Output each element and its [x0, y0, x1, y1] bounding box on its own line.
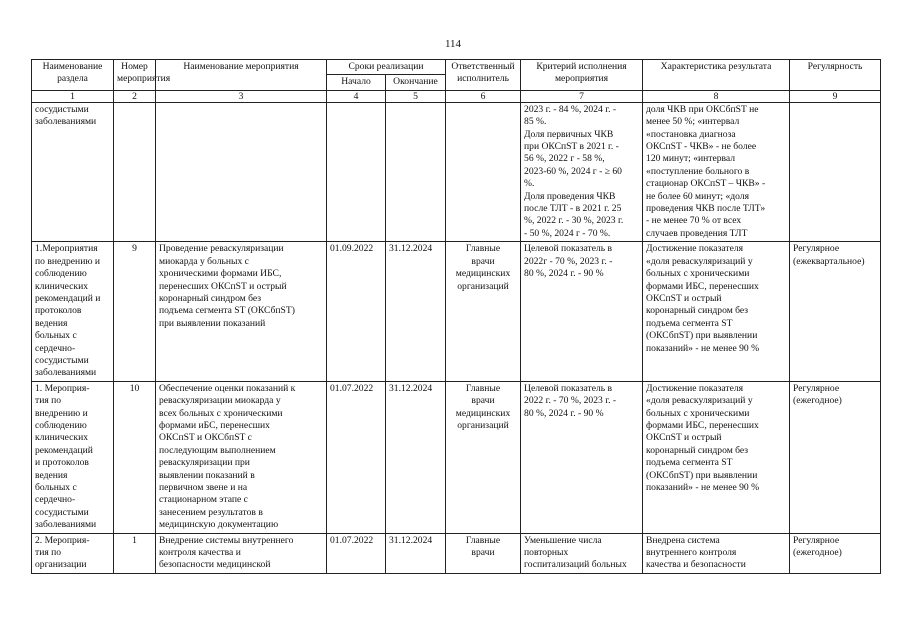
table-row [32, 102, 881, 241]
cell-measure [156, 102, 327, 241]
column-number: 5 [386, 90, 446, 102]
cell-criterion [521, 242, 643, 381]
cell-line: врачи [471, 547, 495, 559]
cell-line: - 50 %, 2024 г - 70 %. [524, 227, 611, 239]
table-row [32, 381, 881, 533]
cell-criterion [521, 102, 643, 241]
cell-line: Внедрение системы внутреннего [159, 534, 294, 546]
cell-line: повторных [524, 547, 569, 559]
cell-line: всех больных с хроническими [159, 407, 283, 419]
cell-line: формами иБС, перенесших [159, 419, 270, 431]
column-number: 1 [32, 90, 114, 102]
cell-line: коронарный синдром без [646, 305, 749, 317]
cell-line: (ежегодное) [793, 547, 842, 559]
cell-line: «доля реваскуляризаций у [646, 395, 753, 407]
column-number-row [32, 90, 881, 102]
cell-line: 2022г - 70 %, 2023 г. - [524, 255, 613, 267]
cell-result [643, 102, 790, 241]
cell-line: Регулярное [793, 382, 840, 394]
cell-line: занесением результатов в [159, 506, 263, 518]
cell-line: менее 50 %; «интервал [646, 116, 740, 128]
cell-line: Главные [465, 382, 501, 394]
cell-line: ОКСпST - ЧКВ» - не более [646, 141, 757, 153]
cell-line: 56 %, 2022 г - 58 %, [524, 153, 605, 165]
measures-table [31, 59, 881, 574]
cell-line: медицинских [455, 268, 511, 280]
column-number: 2 [114, 90, 156, 102]
cell-line: заболеваниями [35, 116, 97, 128]
cell-regularity [790, 533, 881, 573]
cell-line: 2023 г. - 84 %, 2024 г. - [524, 103, 617, 115]
cell-measure [156, 242, 327, 381]
cell-line: стационарном этапе с [159, 494, 248, 506]
cell-line: после ТЛТ - в 2021 г. 25 [524, 203, 622, 215]
cell-result [643, 533, 790, 573]
cell-start: 01.07.2022 [327, 533, 386, 573]
cell-section [32, 533, 114, 573]
cell-number: 10 [114, 381, 156, 533]
cell-measure [156, 381, 327, 533]
cell-line: Целевой показатель в [524, 243, 613, 255]
cell-line: больных с [35, 330, 77, 342]
cell-line: организации [35, 559, 87, 571]
header-deadlines: Сроки реализации [327, 60, 446, 75]
cell-line: хроническими формами ИБС, [159, 268, 282, 280]
cell-line: «постановка диагноза [646, 128, 736, 140]
cell-line: по внедрению и [35, 255, 101, 267]
cell-start: 01.09.2022 [327, 242, 386, 381]
cell-line: медицинских [455, 407, 511, 419]
cell-line: показаний» - не менее 90 % [646, 342, 760, 354]
table-body [32, 102, 881, 573]
cell-line: тия по [35, 547, 62, 559]
cell-section [32, 381, 114, 533]
cell-line: проведения ЧКВ после ТЛТ» [646, 203, 766, 215]
cell-line: сосудистыми [35, 103, 89, 115]
cell-line: 1. Мероприя- [35, 382, 90, 394]
cell-line: сердечно- [35, 342, 76, 354]
cell-line: 85 %. [524, 116, 547, 128]
cell-number [114, 102, 156, 241]
cell-line: больных с [35, 482, 77, 493]
cell-line: %. [524, 178, 535, 190]
cell-line: первичном звене и на [159, 482, 248, 493]
cell-line: 1.Мероприятия [35, 243, 98, 255]
cell-line: сердечно- [35, 494, 76, 506]
cell-line: медицинскую документацию [159, 519, 279, 531]
header-start: Начало [327, 75, 386, 90]
cell-line: (ОКСбпST) при выявлении [646, 469, 758, 481]
cell-line: «поступление больного в [646, 165, 750, 177]
cell-line: сосудистыми [35, 506, 89, 518]
header-criterion: Критерий исполнения мероприятия [521, 60, 643, 91]
cell-line: 120 минут; «интервал [646, 153, 736, 165]
cell-line: сосудистыми [35, 354, 89, 366]
cell-line: доля ЧКВ при ОКСбпST не [646, 103, 759, 115]
table-row [32, 242, 881, 381]
header-section-name: Наименование раздела [32, 60, 114, 91]
header-responsible: Ответственный исполнитель [446, 60, 521, 91]
cell-line: врачи [471, 395, 495, 407]
cell-end: 31.12.2024 [386, 381, 446, 533]
cell-line: 2022 г. - 70 %, 2023 г. - [524, 395, 617, 407]
cell-line: коронарный синдром без [646, 444, 749, 456]
cell-line: внедрению и [35, 407, 88, 419]
cell-line: Главные [465, 534, 501, 546]
cell-measure [156, 533, 327, 573]
cell-responsible [446, 381, 521, 533]
cell-line: Регулярное [793, 243, 840, 255]
cell-line: внутреннего контроля [646, 547, 737, 559]
cell-section [32, 102, 114, 241]
cell-line: при ОКСпST в 2021 г. - [524, 141, 619, 153]
cell-line: коронарный синдром без [159, 292, 262, 304]
cell-line: случаев проведения ТЛТ [646, 227, 748, 239]
cell-line: Проведение реваскуляризации [159, 243, 284, 255]
cell-line: показаний» - не менее 90 % [646, 482, 760, 493]
column-number: 4 [327, 90, 386, 102]
cell-line: Доля проведения ЧКВ [524, 190, 616, 202]
cell-start: 01.07.2022 [327, 381, 386, 533]
cell-line: клинических [35, 280, 89, 292]
column-number: 9 [790, 90, 881, 102]
cell-line: подъема сегмента ST [646, 317, 733, 329]
cell-line: заболеваниями [35, 367, 97, 379]
column-number: 7 [521, 90, 643, 102]
cell-number: 1 [114, 533, 156, 573]
cell-line: последующим выполнением [159, 444, 276, 456]
cell-start [327, 102, 386, 241]
cell-line: протоколов [35, 305, 82, 317]
cell-line: стационар ОКСпST – ЧКВ» - [646, 178, 766, 190]
cell-line: Достижение показателя [646, 382, 744, 394]
cell-line: при выявлении показаний [159, 317, 266, 329]
header-end: Окончание [386, 75, 446, 90]
cell-line: качества и безопасности [646, 559, 746, 571]
cell-line: ОКСпST и ОКСбпST с [159, 432, 252, 444]
cell-line: ведения [35, 317, 68, 329]
cell-line: ОКСпST и острый [646, 432, 722, 444]
table-row [32, 533, 881, 573]
cell-line: Обеспечение оценки показаний к [159, 382, 296, 394]
cell-line: больных с хроническими [646, 268, 750, 280]
cell-line: подъема сегмента ST [646, 457, 733, 469]
cell-line: «доля реваскуляризаций у [646, 255, 753, 267]
cell-line: не более 60 минут; «доля [646, 190, 749, 202]
cell-line: организаций [457, 280, 509, 292]
cell-end: 31.12.2024 [386, 242, 446, 381]
cell-line: Целевой показатель в [524, 382, 613, 394]
cell-line: (ОКСбпST) при выявлении [646, 330, 758, 342]
cell-end: 31.12.2024 [386, 533, 446, 573]
cell-line: Достижение показателя [646, 243, 744, 255]
cell-line: контроля качества и [159, 547, 241, 559]
cell-line: клинических [35, 432, 89, 444]
cell-line: тия по [35, 395, 62, 407]
cell-line: ведения [35, 469, 68, 481]
cell-line: организаций [457, 419, 509, 431]
cell-line: рекомендаций и [35, 292, 101, 304]
document-table-wrapper [31, 59, 880, 640]
cell-line: Доля первичных ЧКВ [524, 128, 614, 140]
cell-line: %, 2022 г. - 30 %, 2023 г. [524, 215, 624, 227]
cell-result [643, 381, 790, 533]
cell-line: перенесших ОКСпST и острый [159, 280, 287, 292]
header-row [32, 60, 881, 75]
cell-line: Уменьшение числа [524, 534, 602, 546]
cell-line: 2. Мероприя- [35, 534, 90, 546]
cell-line: выявлении показаний в [159, 469, 255, 481]
cell-line: - не менее 70 % от всех [646, 215, 742, 227]
cell-line: реваскуляризации миокарда у [159, 395, 281, 407]
cell-line: 2023-60 %, 2024 г - ≥ 60 [524, 165, 622, 177]
cell-regularity [790, 381, 881, 533]
header-number: Номер мероприятия [114, 60, 156, 91]
cell-line: 80 %, 2024 г. - 90 % [524, 407, 604, 419]
cell-criterion [521, 381, 643, 533]
cell-line: (ежеквартальное) [793, 255, 865, 267]
cell-number: 9 [114, 242, 156, 381]
cell-line: соблюдению [35, 419, 87, 431]
cell-criterion [521, 533, 643, 573]
column-number: 8 [643, 90, 790, 102]
cell-line: соблюдению [35, 268, 87, 280]
cell-line: госпитализаций больных [524, 559, 627, 571]
cell-responsible [446, 242, 521, 381]
cell-line: формами ИБС, перенесших [646, 419, 759, 431]
cell-line: Главные [465, 243, 501, 255]
page-number: 114 [444, 38, 462, 50]
cell-line: ОКСпST и острый [646, 292, 722, 304]
cell-section [32, 242, 114, 381]
cell-line: реваскуляризации при [159, 457, 250, 469]
cell-line: миокарда у больных с [159, 255, 249, 267]
header-regularity: Регулярность [790, 60, 881, 91]
header-measure-name: Наименование мероприятия [156, 60, 327, 91]
cell-regularity [790, 242, 881, 381]
cell-line: и протоколов [35, 457, 89, 469]
cell-line: безопасности медицинской [159, 559, 271, 571]
column-number: 6 [446, 90, 521, 102]
cell-result [643, 242, 790, 381]
cell-line: рекомендаций [35, 444, 93, 456]
cell-responsible [446, 533, 521, 573]
cell-line: Регулярное [793, 534, 840, 546]
cell-line: (ежегодное) [793, 395, 842, 407]
cell-line: 80 %, 2024 г. - 90 % [524, 268, 604, 280]
cell-regularity [790, 102, 881, 241]
cell-line: Внедрена система [646, 534, 720, 546]
column-number: 3 [156, 90, 327, 102]
cell-line: больных с хроническими [646, 407, 750, 419]
cell-end [386, 102, 446, 241]
cell-responsible [446, 102, 521, 241]
cell-line: формами ИБС, перенесших [646, 280, 759, 292]
cell-line: заболеваниями [35, 519, 97, 531]
header-result: Характеристика результата [643, 60, 790, 91]
cell-line: подъема сегмента ST (ОКСбпST) [159, 305, 295, 317]
cell-line: врачи [471, 255, 495, 267]
